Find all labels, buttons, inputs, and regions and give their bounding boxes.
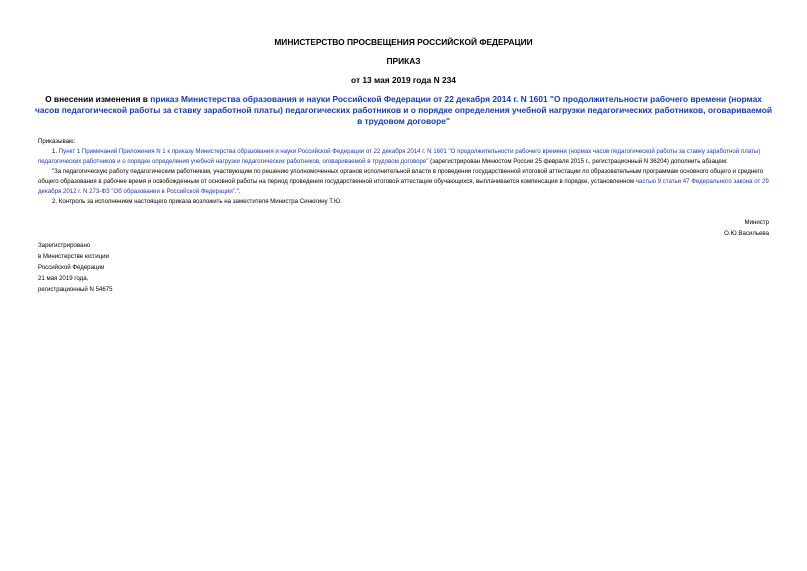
- document-body: [38, 137, 769, 207]
- quote-suffix: .".: [234, 188, 241, 195]
- registration-line: регистрационный N 54675: [38, 286, 113, 293]
- registration-line: Российской Федерации: [38, 264, 105, 271]
- registration-line: в Министерстве юстиции: [38, 253, 109, 260]
- ministry-heading: МИНИСТЕРСТВО ПРОСВЕЩЕНИЯ РОССИЙСКОЙ ФЕДЕРАЦИИ: [274, 37, 533, 47]
- title-order-link[interactable]: приказ Министерства образования и науки Российской Федерации от 22 декабря 2014 г. N 1601 "О продолжительности рабочего времени (нормах часов педагогической работы за ставку заработной платы) педагогических работников и о порядке определения учебной нагрузки педагогических работников, оговариваемой в трудовом договоре": [34, 94, 772, 126]
- registration-line: 21 мая 2019 года,: [38, 275, 89, 282]
- title-prefix: О внесении изменения в: [45, 94, 151, 104]
- paragraph-1-number: 1.: [52, 148, 59, 155]
- signature-position: Министр: [744, 219, 769, 226]
- quoted-paragraph: [38, 167, 769, 197]
- paragraph-1-suffix: (зарегистрирован Минюстом России 25 февраля 2015 г., регистрационный N 36204) дополнить абзацем:: [428, 158, 728, 165]
- quote-prefix: "За педагогическую работу педагогическим работникам, участвующим по решению уполномоченных органов исполнительной власти в проведении государственной итоговой аттестации по образовательным программам основного общего и среднего общего образования в рабочее время и освобожденным от основной работы на период проведения государственной итоговой аттестации обучающихся, выплачивается компенсация в порядке, установленном: [38, 168, 764, 185]
- registration-line: Зарегистрировано: [38, 242, 91, 249]
- document-title: [32, 94, 775, 127]
- intro-text: Приказываю:: [38, 138, 76, 145]
- federal-law-link[interactable]: частью 9 статьи 47 Федерального закона от 29 декабря 2012 г. N 273-ФЗ "Об образовании в Российской Федерации": [38, 178, 769, 195]
- paragraph-2: 2. Контроль за исполнением настоящего приказа возложить на заместителя Министра Синюгину Т.Ю.: [52, 198, 342, 205]
- registration-block: [38, 240, 113, 295]
- signature-name: О.Ю.Васильева: [724, 230, 769, 237]
- date-number-heading: от 13 мая 2019 года N 234: [351, 75, 456, 85]
- paragraph-1: [38, 147, 769, 167]
- document-type-heading: ПРИКАЗ: [386, 56, 421, 66]
- paragraph-1-link[interactable]: Пункт 1 Примечаний Приложения N 1 к приказу Министерства образования и науки Российской Федерации от 22 декабря 2014 г. N 1601 "О продолжительности рабочего времени (нормах часов педагогической работы за ставку заработной платы) педагогических работников и о порядке определения учебной нагрузки педагогических работников, оговариваемой в трудовом договоре": [38, 148, 761, 165]
- signature-block: [724, 217, 769, 239]
